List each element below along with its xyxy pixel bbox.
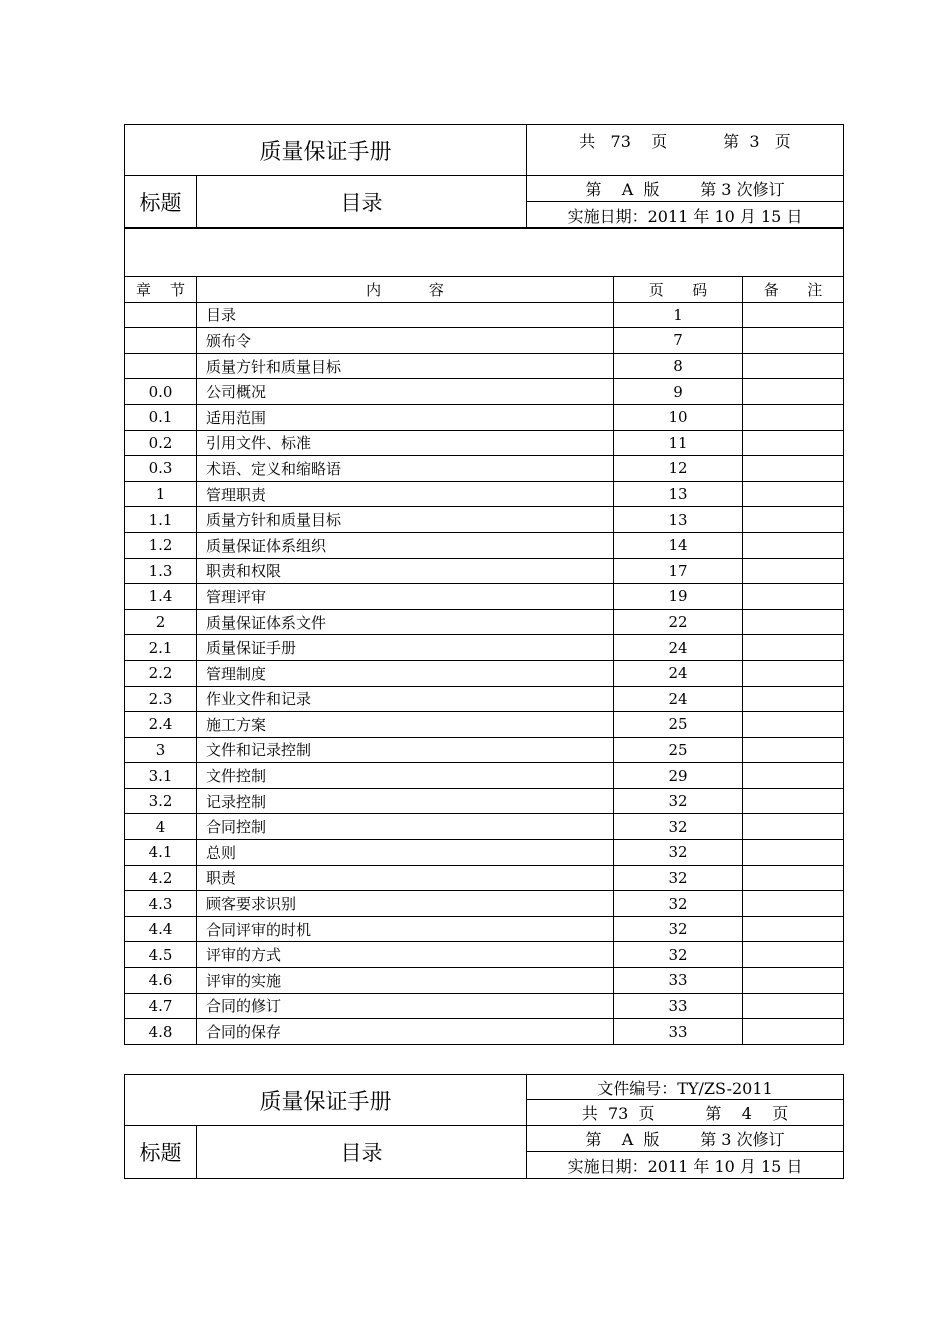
section-title: 管理职责 — [197, 481, 614, 507]
label-title: 标题 — [125, 176, 197, 229]
section-title: 文件控制 — [197, 763, 614, 789]
section-title: 文件和记录控制 — [197, 737, 614, 763]
table-row — [125, 712, 844, 738]
section-title: 顾客要求识别 — [197, 891, 614, 917]
remark-cell — [743, 558, 844, 584]
table-row — [125, 481, 844, 507]
manual-title-2: 质量保证手册 — [125, 1075, 527, 1126]
page-number: 9 — [614, 379, 743, 405]
remark-cell — [743, 993, 844, 1019]
table-row — [125, 430, 844, 456]
section-title: 评审的方式 — [197, 942, 614, 968]
section-title: 术语、定义和缩略语 — [197, 456, 614, 482]
table-row — [125, 302, 844, 328]
remark-cell — [743, 481, 844, 507]
section-title: 管理评审 — [197, 584, 614, 610]
remark-cell — [743, 532, 844, 558]
page-number: 17 — [614, 558, 743, 584]
page-number: 24 — [614, 686, 743, 712]
table-row — [125, 584, 844, 610]
page-number: 12 — [614, 456, 743, 482]
subject-title-2: 目录 — [197, 1126, 527, 1179]
page-number: 24 — [614, 660, 743, 686]
label-title-2: 标题 — [125, 1126, 197, 1179]
chapter-number: 3.1 — [125, 763, 197, 789]
section-title: 管理制度 — [197, 660, 614, 686]
page-number: 32 — [614, 788, 743, 814]
remark-cell — [743, 379, 844, 405]
table-row — [125, 840, 844, 866]
header-block-2 — [124, 1074, 843, 1178]
edition-info: 第 A 版 第 3 次修订 — [527, 176, 844, 202]
section-title: 合同的保存 — [197, 1019, 614, 1045]
remark-cell — [743, 328, 844, 354]
remark-cell — [743, 916, 844, 942]
chapter-number: 0.2 — [125, 430, 197, 456]
chapter-number: 0.1 — [125, 404, 197, 430]
page-number: 33 — [614, 968, 743, 994]
table-row — [125, 788, 844, 814]
table-row — [125, 404, 844, 430]
remark-cell — [743, 635, 844, 661]
table-row — [125, 609, 844, 635]
table-row — [125, 353, 844, 379]
table-row — [125, 507, 844, 533]
chapter-number — [125, 328, 197, 354]
page-number: 33 — [614, 993, 743, 1019]
page-number: 13 — [614, 481, 743, 507]
section-title: 质量方针和质量目标 — [197, 353, 614, 379]
table-row — [125, 660, 844, 686]
table-row — [125, 635, 844, 661]
remark-cell — [743, 942, 844, 968]
page-number: 19 — [614, 584, 743, 610]
section-title: 质量保证体系组织 — [197, 532, 614, 558]
section-title: 合同控制 — [197, 814, 614, 840]
remark-cell — [743, 609, 844, 635]
chapter-number: 4.5 — [125, 942, 197, 968]
manual-title: 质量保证手册 — [125, 125, 527, 176]
chapter-number: 4 — [125, 814, 197, 840]
chapter-number: 1 — [125, 481, 197, 507]
remark-cell — [743, 353, 844, 379]
chapter-number: 2 — [125, 609, 197, 635]
document-number: 文件编号：TY/ZS-2011 — [527, 1075, 844, 1100]
table-row — [125, 993, 844, 1019]
remark-cell — [743, 788, 844, 814]
chapter-number: 2.2 — [125, 660, 197, 686]
section-title: 职责和权限 — [197, 558, 614, 584]
chapter-number: 2.3 — [125, 686, 197, 712]
section-title: 记录控制 — [197, 788, 614, 814]
page-number: 29 — [614, 763, 743, 789]
page-number: 32 — [614, 814, 743, 840]
section-title: 适用范围 — [197, 404, 614, 430]
header-block-1 — [124, 124, 843, 228]
page-number: 14 — [614, 532, 743, 558]
page-number: 32 — [614, 840, 743, 866]
chapter-number: 1.4 — [125, 584, 197, 610]
page-number: 7 — [614, 328, 743, 354]
page-number: 1 — [614, 302, 743, 328]
toc-header-row — [125, 277, 844, 303]
page-number: 25 — [614, 737, 743, 763]
page-number: 10 — [614, 404, 743, 430]
section-title: 合同的修订 — [197, 993, 614, 1019]
edition-info-2: 第 A 版 第 3 次修订 — [527, 1126, 844, 1152]
section-title: 颁布令 — [197, 328, 614, 354]
remark-cell — [743, 430, 844, 456]
chapter-number — [125, 353, 197, 379]
section-title: 评审的实施 — [197, 968, 614, 994]
page-number: 32 — [614, 891, 743, 917]
page-number: 22 — [614, 609, 743, 635]
table-row — [125, 558, 844, 584]
page-number: 25 — [614, 712, 743, 738]
page-number: 24 — [614, 635, 743, 661]
remark-cell — [743, 660, 844, 686]
remark-cell — [743, 840, 844, 866]
remark-cell — [743, 814, 844, 840]
table-row — [125, 865, 844, 891]
chapter-number: 3 — [125, 737, 197, 763]
table-row — [125, 686, 844, 712]
remark-cell — [743, 302, 844, 328]
section-title: 质量保证手册 — [197, 635, 614, 661]
remark-cell — [743, 891, 844, 917]
chapter-number — [125, 302, 197, 328]
remark-cell — [743, 1019, 844, 1045]
section-title: 质量方针和质量目标 — [197, 507, 614, 533]
table-row — [125, 737, 844, 763]
table-row — [125, 942, 844, 968]
effective-date: 实施日期：2011 年 10 月 15 日 — [527, 202, 844, 229]
chapter-number: 1.3 — [125, 558, 197, 584]
col-content-header: 内 容 — [197, 277, 614, 303]
page-number: 32 — [614, 865, 743, 891]
page-number: 32 — [614, 916, 743, 942]
chapter-number: 1.2 — [125, 532, 197, 558]
page-number: 33 — [614, 1019, 743, 1045]
remark-cell — [743, 968, 844, 994]
chapter-number: 2.4 — [125, 712, 197, 738]
chapter-number: 1.1 — [125, 507, 197, 533]
page-number: 13 — [614, 507, 743, 533]
chapter-number: 4.1 — [125, 840, 197, 866]
table-row — [125, 328, 844, 354]
col-chapter-header: 章 节 — [125, 277, 197, 303]
section-title: 质量保证体系文件 — [197, 609, 614, 635]
section-title: 公司概况 — [197, 379, 614, 405]
page-count: 共 73 页 第 3 页 — [527, 125, 844, 176]
remark-cell — [743, 712, 844, 738]
table-row — [125, 379, 844, 405]
table-row — [125, 814, 844, 840]
table-row — [125, 968, 844, 994]
subject-title: 目录 — [197, 176, 527, 229]
col-page-header: 页 码 — [614, 277, 743, 303]
table-row — [125, 456, 844, 482]
chapter-number: 4.2 — [125, 865, 197, 891]
remark-cell — [743, 456, 844, 482]
table-row — [125, 891, 844, 917]
table-row — [125, 916, 844, 942]
blank-row — [125, 228, 844, 277]
remark-cell — [743, 865, 844, 891]
chapter-number: 2.1 — [125, 635, 197, 661]
remark-cell — [743, 686, 844, 712]
page-number: 8 — [614, 353, 743, 379]
section-title: 合同评审的时机 — [197, 916, 614, 942]
chapter-number: 4.7 — [125, 993, 197, 1019]
table-row — [125, 1019, 844, 1045]
chapter-number: 4.3 — [125, 891, 197, 917]
table-row — [125, 532, 844, 558]
chapter-number: 0.0 — [125, 379, 197, 405]
page-number: 32 — [614, 942, 743, 968]
section-title: 目录 — [197, 302, 614, 328]
chapter-number: 4.8 — [125, 1019, 197, 1045]
chapter-number: 4.6 — [125, 968, 197, 994]
page-number: 11 — [614, 430, 743, 456]
chapter-number: 3.2 — [125, 788, 197, 814]
section-title: 引用文件、标准 — [197, 430, 614, 456]
page-count-2: 共 73 页 第 4 页 — [527, 1100, 844, 1126]
remark-cell — [743, 763, 844, 789]
remark-cell — [743, 584, 844, 610]
section-title: 施工方案 — [197, 712, 614, 738]
chapter-number: 4.4 — [125, 916, 197, 942]
col-remark-header: 备 注 — [743, 277, 844, 303]
remark-cell — [743, 404, 844, 430]
remark-cell — [743, 737, 844, 763]
toc-table — [124, 227, 843, 1045]
section-title: 作业文件和记录 — [197, 686, 614, 712]
section-title: 职责 — [197, 865, 614, 891]
section-title: 总则 — [197, 840, 614, 866]
table-row — [125, 763, 844, 789]
remark-cell — [743, 507, 844, 533]
effective-date-2: 实施日期：2011 年 10 月 15 日 — [527, 1152, 844, 1179]
chapter-number: 0.3 — [125, 456, 197, 482]
